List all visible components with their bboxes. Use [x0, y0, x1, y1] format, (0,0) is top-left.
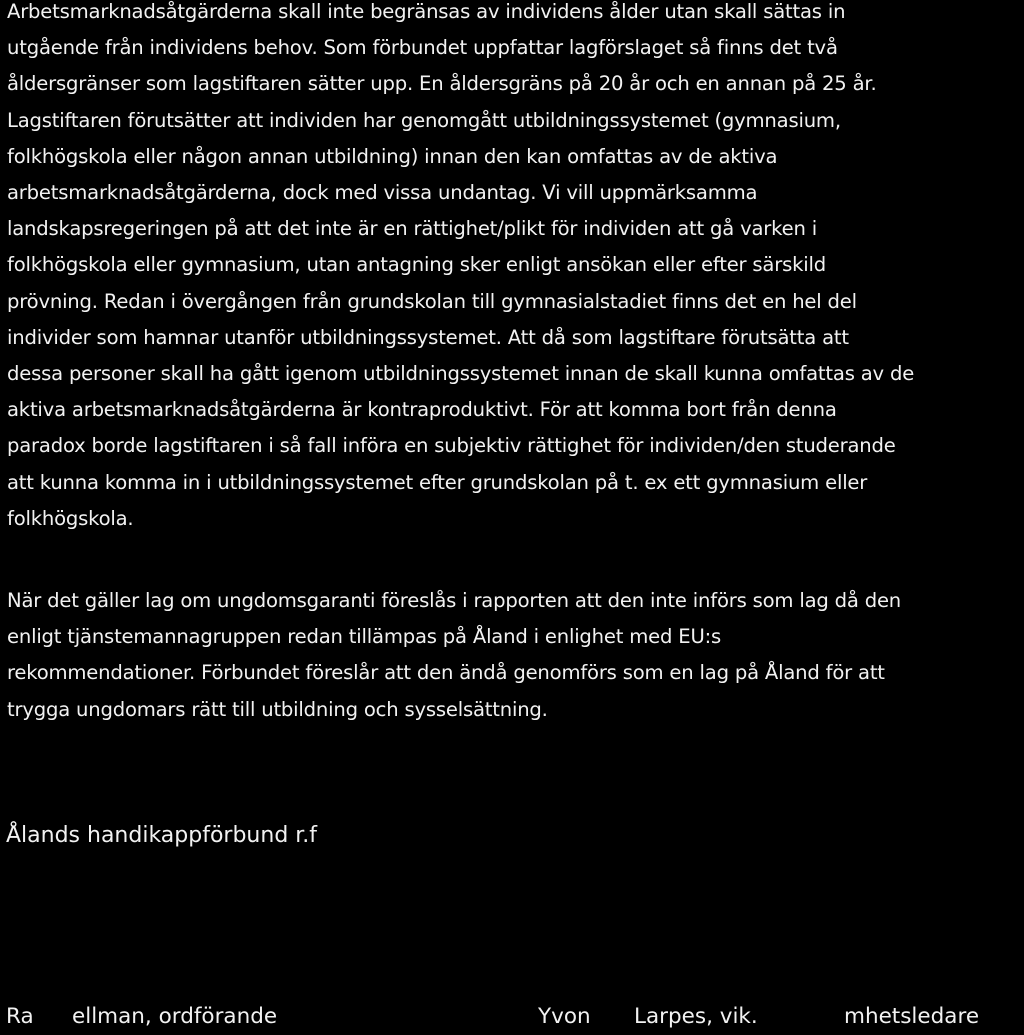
text-line: folkhögskola eller någon annan utbildning) innan den kan omfattas av de aktiva	[7, 144, 778, 168]
text-line: Arbetsmarknadsåtgärderna skall inte begränsas av individens ålder utan skall sättas in	[7, 0, 846, 23]
text-line: trygga ungdomars rätt till utbildning och sysselsättning.	[7, 697, 548, 721]
signature-fragment: Yvon	[538, 1004, 591, 1029]
text-line: När det gäller lag om ungdomsgaranti föreslås i rapporten att den inte införs som lag då den	[7, 589, 902, 612]
paragraph-youth-guarantee	[7, 583, 1019, 728]
signature-role: mhetsledare	[844, 1004, 980, 1029]
text-line: folkhögskola.	[7, 506, 134, 530]
text-line: individer som hamnar utanför utbildningssystemet. Att då som lagstiftare förutsätta att	[7, 325, 849, 349]
text-line: folkhögskola eller gymnasium, utan antagning sker enligt ansökan eller efter särskild	[7, 253, 826, 277]
text-line: dessa personer skall ha gått igenom utbildningssystemet innan de skall kunna omfattas av de	[7, 362, 915, 386]
text-line: landskapsregeringen på att det inte är en rättighet/plikt för individen att gå varken i	[7, 217, 817, 241]
text-line: arbetsmarknadsåtgärderna, dock med vissa undantag. Vi vill uppmärksamma	[7, 181, 758, 205]
text-line: Lagstiftaren förutsätter att individen har genomgått utbildningssystemet (gymnasium,	[7, 108, 841, 132]
text-line: rekommendationer. Förbundet föreslår att den ändå genomförs som en lag på Åland för att	[7, 661, 885, 685]
signature-chair: ellman, ordförande	[72, 1004, 278, 1029]
text-line: att kunna komma in i utbildningssystemet efter grundskolan på t. ex ett gymnasium eller	[7, 470, 868, 494]
text-line: prövning. Redan i övergången från grundskolan till gymnasialstadiet finns det en hel del	[7, 289, 857, 313]
signature-deputy: Larpes, vik.	[634, 1004, 758, 1029]
text-line: utgående från individens behov. Som förbundet uppfattar lagförslaget så finns det två	[7, 36, 838, 60]
text-line: aktiva arbetsmarknadsåtgärderna är kontraproduktivt. För att komma bort från denna	[7, 398, 837, 422]
text-line: enligt tjänstemannagruppen redan tillämpas på Åland i enlighet med EU:s	[7, 625, 721, 649]
organization-name: Ålands handikappförbund r.f	[6, 823, 318, 848]
text-line: åldersgränser som lagstiftaren sätter upp. En åldersgräns på 20 år och en annan på 25 år.	[7, 72, 877, 96]
text-line: paradox borde lagstiftaren i så fall införa en subjektiv rättighet för individen/den studerande	[7, 434, 896, 458]
paragraph-age-limits	[7, 0, 1019, 537]
signature-fragment: Ra	[6, 1004, 34, 1029]
